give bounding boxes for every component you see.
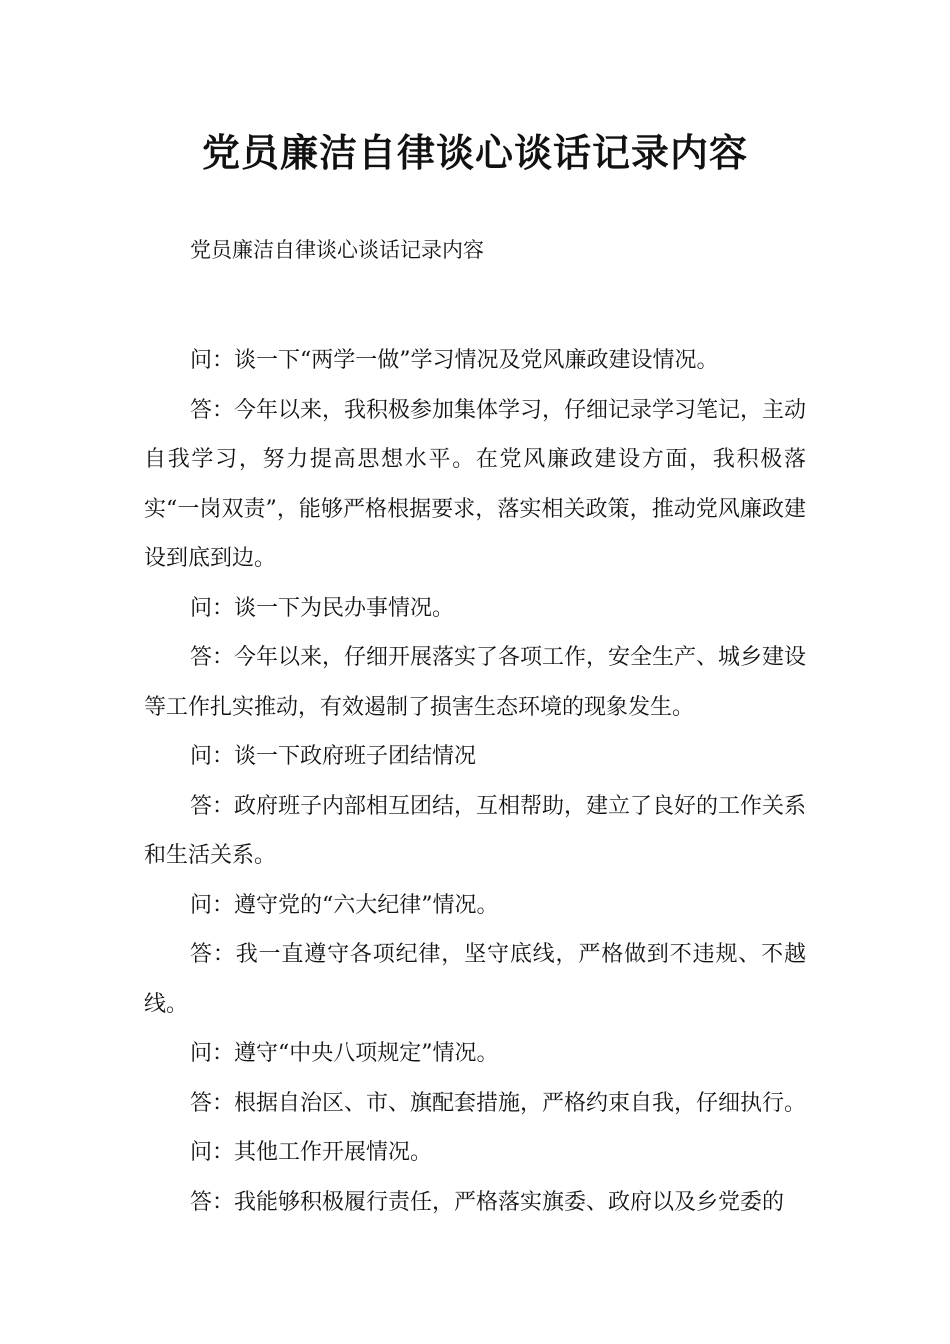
document-title: 党员廉洁自律谈心谈话记录内容 bbox=[201, 130, 748, 175]
paragraph-answer: 答：我能够积极履行责任，严格落实旗委、政府以及乡党委的 bbox=[190, 1189, 785, 1215]
paragraph-question: 问：谈一下“两学一做”学习情况及党风廉政建设情况。 bbox=[190, 348, 719, 373]
paragraph-answer: 答：今年以来，我积极参加集体学习，仔细记录学习笔记，主动自我学习，努力提高思想水平。在党风廉政建设方面，我积极落实“一岗双责”，能够严格根据要求，落实相关政策，推动党风廉政建设到底到边。 bbox=[144, 397, 807, 571]
paragraph-question: 问：谈一下政府班子团结情况 bbox=[190, 744, 477, 769]
document-subtitle: 党员廉洁自律谈心谈话记录内容 bbox=[190, 238, 484, 262]
paragraph-question: 问：遵守“中央八项规定”情况。 bbox=[190, 1041, 499, 1066]
paragraph-answer: 答：今年以来，仔细开展落实了各项工作，安全生产、城乡建设等工作扎实推动，有效遏制了损害生态环境的现象发生。 bbox=[144, 645, 807, 720]
paragraph-question: 问：谈一下为民办事情况。 bbox=[190, 595, 455, 621]
paragraph-answer: 答：政府班子内部相互团结，互相帮助，建立了良好的工作关系和生活关系。 bbox=[144, 793, 807, 868]
paragraph-answer: 答：根据自治区、市、旗配套措施，严格约束自我，仔细执行。 bbox=[190, 1090, 807, 1116]
document-body bbox=[144, 336, 806, 1227]
paragraph-question: 问：遵守党的“六大纪律”情况。 bbox=[190, 892, 499, 918]
paragraph-answer: 答：我一直遵守各项纪律，坚守底线，严格做到不违规、不越线。 bbox=[144, 942, 806, 1017]
paragraph-question: 问：其他工作开展情况。 bbox=[190, 1140, 433, 1165]
